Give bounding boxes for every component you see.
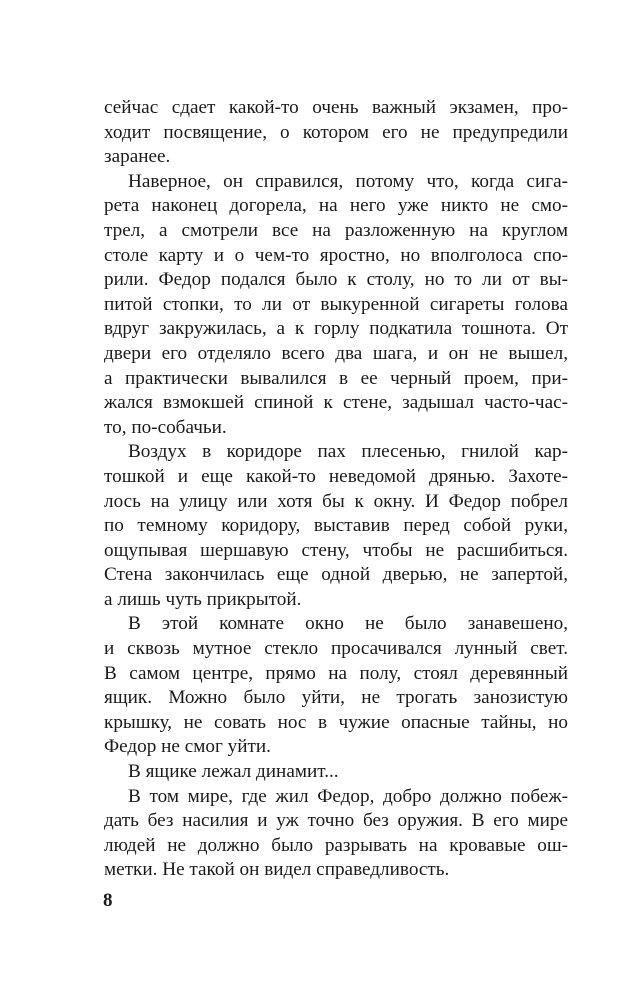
text-line: Воздух в коридоре пах плесенью, гнилой кар- [128,441,568,463]
text-line: рили. Федор подался было к столу, но то ли от вы- [104,269,568,291]
text-line: В ящике лежал динамит... [128,761,339,783]
text-line: по темному коридору, выставив перед собой руки, [104,515,568,537]
text-line: жался взмокшей спиной к стене, задышал часто-час- [104,392,568,414]
text-line: В этой комнате окно не было занавешено, [128,613,568,635]
text-line: Федор не смог уйти. [104,736,271,758]
text-line: столе карту и о чем-то яростно, но вполголоса спо- [104,244,568,266]
page-number: 8 [103,890,113,911]
text-line: дать без насилия и уж точно без оружия. В его мире [104,810,568,832]
text-line: людей не должно было разрывать на кровавые ош- [104,834,568,856]
text-line: трел, а смотрели все на разложенную на круглом [104,219,568,241]
text-line: Наверное, он справился, потому что, когда сига- [128,170,568,192]
text-line: ящик. Можно было уйти, не трогать занозистую [104,687,568,709]
text-line: ощупывая шершавую стену, чтобы не расшибиться. [104,539,568,561]
text-line: заранее. [104,146,171,168]
text-line: сейчас сдает какой-то очень важный экзамен, про- [104,97,568,118]
text-line: вдруг закружилась, а к горлу подкатила тошнота. От [104,318,568,340]
text-line: то, по-собачьи. [104,416,227,438]
text-line: двери его отделяло всего два шага, и он не вышел, [104,342,568,364]
text-line: ходит посвящение, о котором его не предупредили [104,121,568,143]
book-page-text [104,96,568,883]
text-line: Стена закончилась еще одной дверью, не запертой, [104,564,568,586]
text-line: лось на улицу или хотя бы к окну. И Федор побрел [104,490,568,512]
text-line: и сквозь мутное стекло просачивался лунный свет. [104,638,568,660]
text-line: В самом центре, прямо на полу, стоял деревянный [104,662,568,684]
text-line: рета наконец догорела, на него уже никто не смо- [104,195,568,217]
text-line: а практически вывалился в ее черный проем, при- [104,367,568,389]
text-line: В том мире, где жил Федор, добро должно побеж- [128,785,568,807]
text-line: питой стопки, то ли от выкуренной сигареты голова [104,293,568,315]
text-line: крышку, не совать нос в чужие опасные тайны, но [104,711,568,733]
text-line: метки. Не такой он видел справедливость. [104,859,450,881]
text-line: тошкой и еще какой-то неведомой дрянью. Захоте- [104,465,568,487]
text-line: а лишь чуть прикрытой. [104,588,302,610]
